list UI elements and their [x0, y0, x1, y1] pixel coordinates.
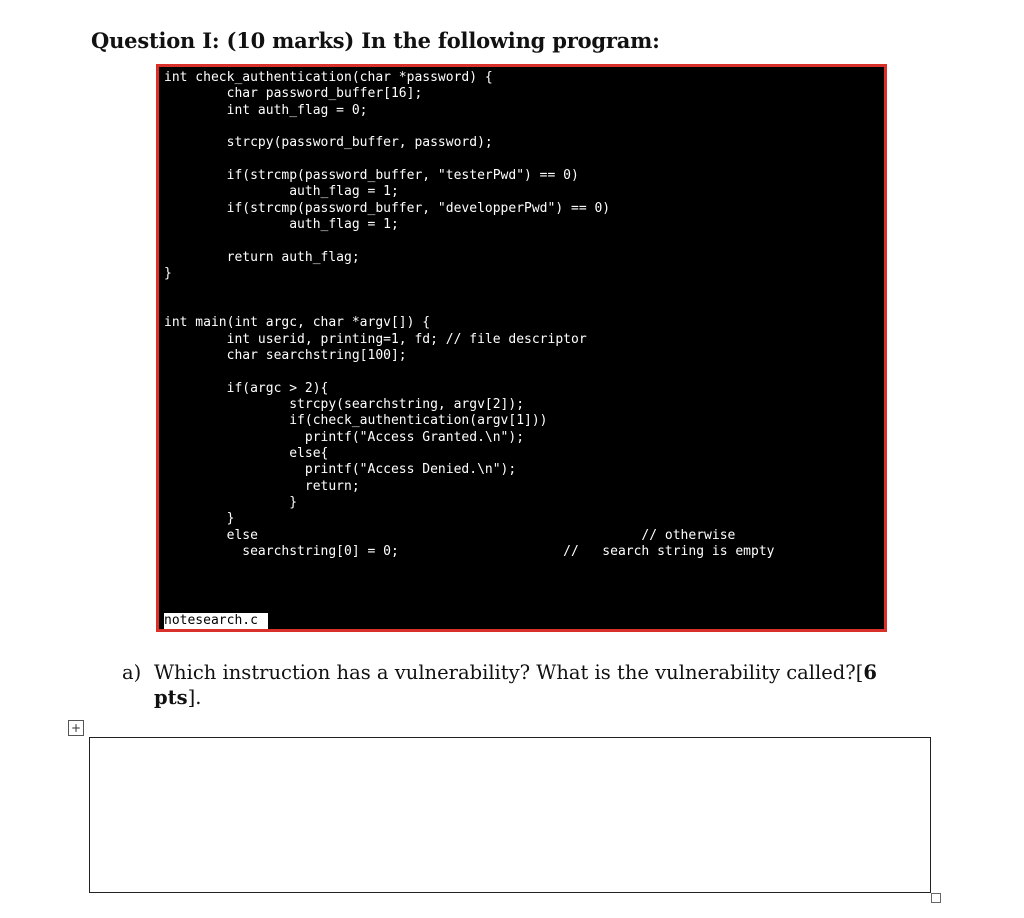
- code-line: if(strcmp(password_buffer, "testerPwd") == 0): [164, 168, 579, 184]
- code-line: [164, 282, 774, 298]
- code-line: printf("Access Denied.\n");: [164, 462, 517, 478]
- code-listing: [164, 70, 774, 560]
- code-line: strcpy(searchstring, argv[2]);: [164, 396, 525, 412]
- code-line: else{: [164, 445, 329, 461]
- code-line: int userid, printing=1, fd; // file descriptor: [164, 331, 587, 347]
- code-line: if(argc > 2){: [164, 380, 329, 396]
- code-line: [164, 299, 774, 315]
- code-line: int check_authentication(char *password) {: [164, 70, 493, 85]
- code-line: printf("Access Granted.\n");: [164, 429, 525, 445]
- code-screenshot: [156, 64, 887, 632]
- question-text: [154, 660, 914, 710]
- code-line: [164, 119, 774, 135]
- code-line: }: [164, 266, 172, 282]
- resize-handle-icon[interactable]: [931, 893, 941, 903]
- code-line: }: [164, 511, 235, 527]
- code-line: else // otherwise: [164, 527, 736, 543]
- move-icon[interactable]: +: [68, 720, 84, 736]
- code-line: [164, 364, 774, 380]
- code-line: if(strcmp(password_buffer, "developperPwd") == 0): [164, 200, 611, 216]
- code-line: int auth_flag = 0;: [164, 102, 368, 118]
- code-line: [164, 152, 774, 168]
- question-text-prefix: Which instruction has a vulnerability? What is the vulnerability called?[: [154, 661, 864, 684]
- code-line: char password_buffer[16];: [164, 86, 423, 102]
- code-line: [164, 233, 774, 249]
- points-label: 6 pts: [154, 661, 877, 709]
- code-line: return;: [164, 478, 360, 494]
- question-text-suffix: ].: [187, 686, 202, 709]
- code-line: return auth_flag;: [164, 249, 360, 265]
- code-line: auth_flag = 1;: [164, 217, 399, 233]
- code-line: int main(int argc, char *argv[]) {: [164, 315, 431, 331]
- code-line: searchstring[0] = 0; // search string is empty: [164, 543, 775, 559]
- code-line: if(check_authentication(argv[1])): [164, 413, 548, 429]
- question-heading: Question I: (10 marks) In the following program:: [91, 28, 660, 53]
- answer-textbox[interactable]: [89, 737, 931, 893]
- code-line: }: [164, 494, 298, 510]
- question-marker: a): [122, 661, 142, 684]
- code-line: strcpy(password_buffer, password);: [164, 135, 493, 151]
- code-line: char searchstring[100];: [164, 347, 407, 363]
- filename-label: notesearch.c: [164, 613, 268, 629]
- code-line: auth_flag = 1;: [164, 184, 399, 200]
